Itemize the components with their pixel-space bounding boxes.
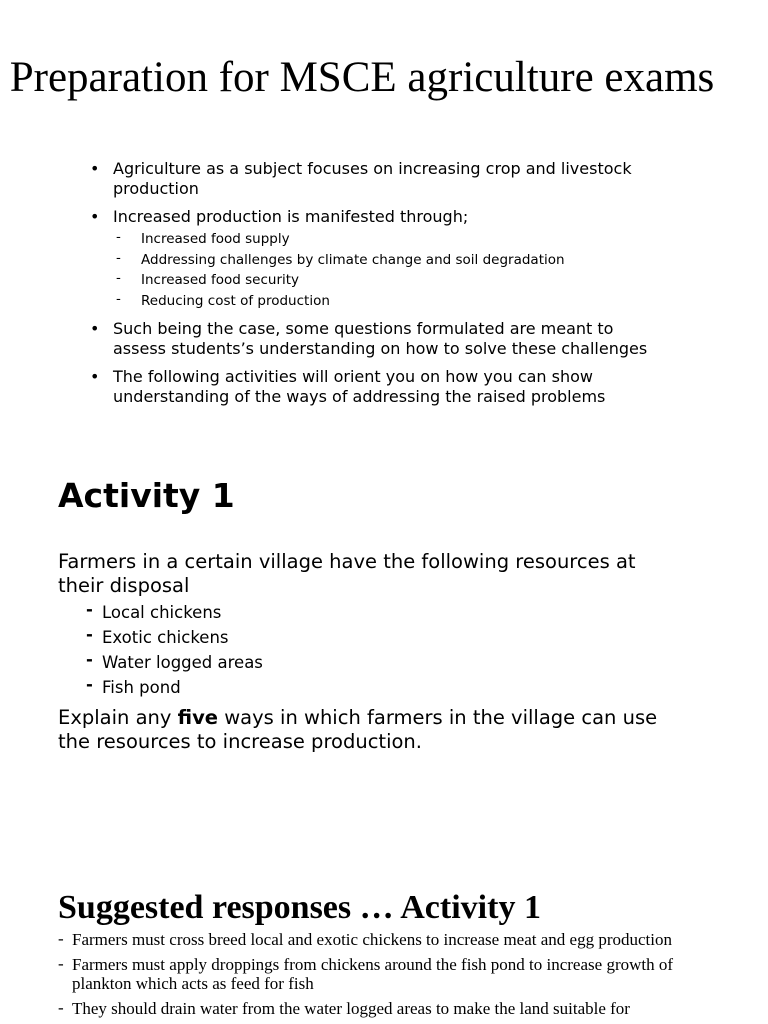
dash-icon: - [86, 675, 93, 694]
resource-text: Fish pond [102, 678, 181, 697]
sub-bullet-text: Increased food security [141, 272, 300, 288]
resource-item [86, 650, 263, 675]
resource-item [86, 600, 263, 625]
sub-list-item [113, 250, 648, 271]
resource-text: Exotic chickens [102, 628, 229, 647]
response-item [58, 955, 708, 993]
response-text: Farmers must apply droppings from chickens around the fish pond to increase growth of plankton which acts as feed for fish [72, 955, 674, 993]
question-text-end: ways in which farmers in the village can use the resources to increase production. [58, 706, 658, 753]
suggested-responses-heading: Suggested responses … Activity 1 [58, 889, 541, 926]
dash-icon: - [116, 290, 121, 307]
resource-list [86, 600, 263, 700]
bullet-text: Agriculture as a subject focuses on increasing crop and livestock production [113, 159, 632, 198]
dash-icon: - [86, 650, 93, 669]
dash-icon: - [58, 998, 64, 1017]
bullet-icon: • [90, 159, 100, 178]
dash-icon: - [116, 249, 121, 266]
sub-bullet-text: Increased food supply [141, 231, 290, 247]
bullet-icon: • [90, 319, 100, 338]
list-item [88, 207, 648, 311]
bullet-text: Such being the case, some questions formulated are meant to assess students’s understanding on how to solve these challenges [113, 319, 648, 358]
resource-item [86, 675, 263, 700]
response-item [58, 930, 708, 949]
intro-bullet-list [88, 159, 648, 415]
activity-question [58, 706, 678, 754]
list-item [88, 319, 648, 359]
response-item [58, 999, 708, 1018]
bullet-text: Increased production is manifested through; [113, 207, 469, 226]
question-text-start: Explain any [58, 706, 178, 729]
sub-list-item [113, 270, 648, 291]
list-item [88, 159, 648, 199]
list-item [88, 367, 648, 407]
dash-icon: - [116, 270, 121, 286]
bullet-icon: • [90, 367, 100, 386]
response-text: They should drain water from the water logged areas to make the land suitable for [72, 999, 630, 1018]
resource-item [86, 625, 263, 650]
sub-bullet-text: Reducing cost of production [141, 292, 330, 309]
response-text: Farmers must cross breed local and exotic chickens to increase meat and egg production [72, 930, 672, 949]
bullet-text: The following activities will orient you on how you can show understanding of the ways of addressing the raised problems [113, 367, 606, 406]
activity-intro: Farmers in a certain village have the following resources at their disposal [58, 550, 636, 597]
question-emphasis: five [177, 706, 219, 729]
page-title: Preparation for MSCE agriculture exams [9, 54, 715, 101]
bullet-icon: • [90, 207, 100, 226]
dash-icon: - [58, 954, 64, 973]
sub-list-item [113, 229, 648, 250]
resource-text: Local chickens [102, 603, 222, 622]
resource-text: Water logged areas [102, 653, 263, 672]
dash-icon: - [86, 600, 93, 619]
sub-list-item [113, 291, 648, 312]
activity-heading: Activity 1 [58, 476, 235, 515]
dash-icon: - [86, 625, 93, 644]
sub-bullet-list [113, 229, 648, 311]
suggested-responses-list [58, 930, 708, 1024]
dash-icon: - [116, 229, 121, 245]
dash-icon: - [58, 929, 64, 948]
sub-bullet-text: Addressing challenges by climate change and soil degradation [141, 251, 565, 268]
